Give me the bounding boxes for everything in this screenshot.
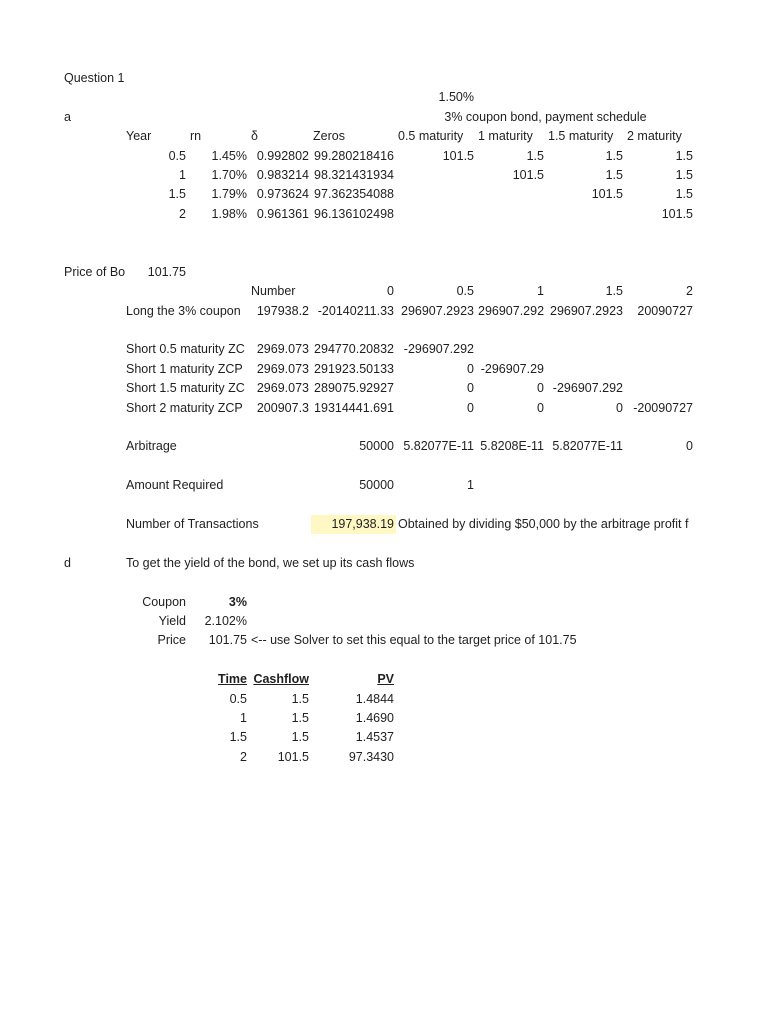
rn-header: rn xyxy=(190,129,202,144)
pv-cell: 1.4537 xyxy=(355,730,394,745)
payment-cell: 1.5 xyxy=(605,148,623,163)
time-header: 1.5 xyxy=(605,284,623,299)
cashflow-column-header: Cashflow xyxy=(253,672,309,687)
arbitrage-cell: 50000 xyxy=(359,439,394,454)
cashflow-cell: -20140211.33 xyxy=(317,303,394,318)
short-position-number: 200907.3 xyxy=(256,400,309,415)
part-d-intro: To get the yield of the bond, we set up its cash flows xyxy=(126,555,415,570)
cashflow-cell: -296907.292 xyxy=(403,342,474,357)
payment-schedule-title: 3% coupon bond, payment schedule xyxy=(444,109,647,124)
long-position-number: 197938.2 xyxy=(256,303,309,318)
short-position-label: Short 0.5 maturity ZC xyxy=(126,342,245,357)
long-position-label: Long the 3% coupon xyxy=(126,303,241,318)
zero-price-cell: 97.362354088 xyxy=(314,187,394,202)
transactions-note: Obtained by dividing $50,000 by the arbitrage profit f xyxy=(398,516,689,531)
short-position-label: Short 1.5 maturity ZC xyxy=(126,381,245,396)
time-cell: 0.5 xyxy=(229,691,247,706)
coupon-rate: 1.50% xyxy=(438,90,474,105)
delta-header: δ xyxy=(251,129,258,144)
cashflow-cell: -20090727 xyxy=(633,400,693,415)
time-header: 2 xyxy=(686,284,693,299)
pv-cell: 1.4844 xyxy=(355,691,394,706)
yield-value: 2.102% xyxy=(204,613,247,628)
amount-required-label: Amount Required xyxy=(126,478,224,493)
transactions-value-highlighted: 197,938.19 xyxy=(311,515,396,534)
time-header: 1 xyxy=(537,284,544,299)
cashflow-cell: 291923.50133 xyxy=(314,361,394,376)
cashflow-cell: 101.5 xyxy=(277,749,309,764)
time-column-header: Time xyxy=(218,672,247,687)
short-position-number: 2969.073 xyxy=(256,342,309,357)
time-header: 0.5 xyxy=(456,284,474,299)
zeros-header: Zeros xyxy=(313,129,345,144)
short-position-label: Short 1 maturity ZCP xyxy=(126,361,243,376)
amount-required-cell: 50000 xyxy=(359,478,394,493)
year-cell: 2 xyxy=(179,206,186,221)
maturity-header: 2 maturity xyxy=(627,129,682,144)
pv-cell: 1.4690 xyxy=(355,710,394,725)
arbitrage-cell: 5.8208E-11 xyxy=(480,439,544,454)
payment-cell: 1.5 xyxy=(675,167,693,182)
payment-cell: 1.5 xyxy=(605,167,623,182)
cashflow-cell: 0 xyxy=(537,381,544,396)
time-cell: 2 xyxy=(240,749,247,764)
rn-cell: 1.45% xyxy=(211,148,247,163)
price-label: Price xyxy=(157,633,186,648)
year-header: Year xyxy=(126,129,152,144)
coupon-value: 3% xyxy=(228,594,247,609)
question-title: Question 1 xyxy=(64,71,125,85)
cashflow-cell: 0 xyxy=(467,361,474,376)
cashflow-cell: 20090727 xyxy=(637,303,693,318)
short-position-label: Short 2 maturity ZCP xyxy=(126,400,243,415)
payment-cell: 1.5 xyxy=(526,148,544,163)
rn-cell: 1.98% xyxy=(211,206,247,221)
zero-price-cell: 99.280218416 xyxy=(314,148,394,163)
solver-note: <-- use Solver to set this equal to the target price of 101.75 xyxy=(251,633,577,648)
cashflow-cell: 296907.2923 xyxy=(550,303,623,318)
zero-price-cell: 96.136102498 xyxy=(314,206,394,221)
maturity-header: 1 maturity xyxy=(478,129,533,144)
arbitrage-cell: 5.82077E-11 xyxy=(403,439,474,454)
yield-label: Yield xyxy=(158,613,186,628)
short-position-number: 2969.073 xyxy=(256,381,309,396)
cashflow-cell: -296907.292 xyxy=(552,381,623,396)
rn-cell: 1.70% xyxy=(211,167,247,182)
arbitrage-cell: 5.82077E-11 xyxy=(552,439,623,454)
rn-cell: 1.79% xyxy=(211,187,247,202)
transactions-label: Number of Transactions xyxy=(126,516,259,531)
pv-column-header: PV xyxy=(377,672,394,687)
spreadsheet-page xyxy=(62,69,695,767)
arbitrage-label: Arbitrage xyxy=(126,439,177,454)
delta-cell: 0.973624 xyxy=(256,187,309,202)
year-cell: 1 xyxy=(179,167,186,182)
delta-cell: 0.992802 xyxy=(256,148,309,163)
cashflow-cell: 296907.292 xyxy=(478,303,545,318)
cashflow-cell: 1.5 xyxy=(291,710,309,725)
payment-cell: 101.5 xyxy=(661,206,693,221)
cashflow-cell: 289075.92927 xyxy=(314,381,394,396)
pv-cell: 97.3430 xyxy=(348,749,394,764)
payment-cell: 101.5 xyxy=(512,167,544,182)
delta-cell: 0.983214 xyxy=(256,167,309,182)
time-cell: 1.5 xyxy=(229,730,247,745)
zero-price-cell: 98.321431934 xyxy=(314,167,394,182)
coupon-label: Coupon xyxy=(142,594,186,609)
time-header: 0 xyxy=(387,284,394,299)
year-cell: 1.5 xyxy=(168,187,186,202)
short-position-number: 2969.073 xyxy=(256,361,309,376)
cashflow-cell: 0 xyxy=(616,400,623,415)
cashflow-cell: 294770.20832 xyxy=(314,342,394,357)
cashflow-cell: 1.5 xyxy=(291,691,309,706)
bond-price-label: Price of Bo xyxy=(64,264,126,279)
cashflow-cell: 19314441.691 xyxy=(314,400,394,415)
number-header: Number xyxy=(251,284,296,299)
part-d-label: d xyxy=(64,555,71,570)
cashflow-cell: 1.5 xyxy=(291,730,309,745)
bond-price-value: 101.75 xyxy=(147,264,186,279)
part-a-label: a xyxy=(64,109,71,124)
cashflow-cell: 0 xyxy=(467,400,474,415)
cashflow-cell: -296907.29 xyxy=(480,361,544,376)
cashflow-cell: 0 xyxy=(467,381,474,396)
delta-cell: 0.961361 xyxy=(256,206,309,221)
price-value: 101.75 xyxy=(208,633,247,648)
time-cell: 1 xyxy=(240,710,247,725)
payment-cell: 101.5 xyxy=(591,187,623,202)
payment-cell: 101.5 xyxy=(442,148,474,163)
cashflow-cell: 296907.2923 xyxy=(401,303,474,318)
arbitrage-cell: 0 xyxy=(686,439,693,454)
year-cell: 0.5 xyxy=(168,148,186,163)
maturity-header: 1.5 maturity xyxy=(548,129,614,144)
payment-cell: 1.5 xyxy=(675,148,693,163)
amount-required-cell: 1 xyxy=(467,478,474,493)
payment-cell: 1.5 xyxy=(675,187,693,202)
maturity-header: 0.5 maturity xyxy=(398,129,464,144)
cashflow-cell: 0 xyxy=(537,400,544,415)
